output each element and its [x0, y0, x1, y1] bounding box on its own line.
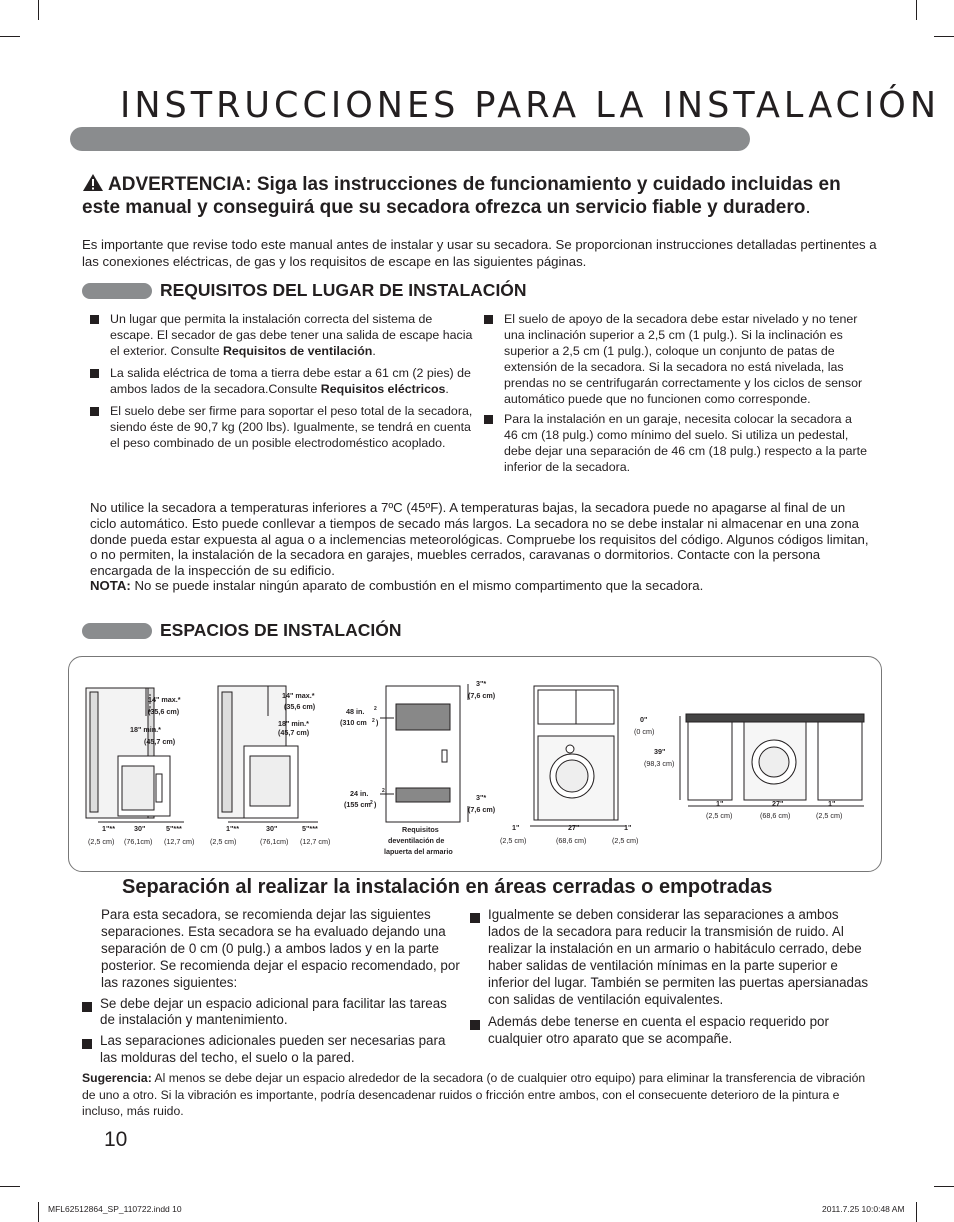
svg-text:48 in.: 48 in.	[346, 707, 365, 716]
list-item: La salida eléctrica de toma a tierra debe estar a 61 cm (2 pies) de ambos lados de la secadora.Consulte Requisitos eléctricos.	[90, 365, 475, 397]
svg-text:): )	[374, 800, 377, 809]
list-item: Se debe dejar un espacio adicional para facilitar las tareas de instalación y mantenimiento.	[82, 996, 464, 1030]
section-heading-espacios: ESPACIOS DE INSTALACIÓN	[160, 620, 402, 640]
crop-mark	[38, 0, 39, 20]
svg-text:5"***: 5"***	[302, 824, 318, 833]
section-heading-requisitos: REQUISITOS DEL LUGAR DE INSTALACIÓN	[160, 280, 527, 300]
svg-text:(12,7 cm): (12,7 cm)	[164, 837, 195, 846]
svg-text:2: 2	[374, 706, 377, 712]
svg-text:deventilación de: deventilación de	[388, 836, 445, 845]
crop-mark	[38, 1202, 39, 1222]
dryer-cabinet-diagram	[530, 686, 626, 826]
svg-text:(35,6 cm): (35,6 cm)	[148, 707, 180, 716]
section-pill	[82, 623, 152, 639]
tip-paragraph: Sugerencia: Al menos se debe dejar un espacio alrededor de la secadora (o de cualquier otro equipo) para eliminar la transferencia de vibración de uno a otro. Si la vibración es importante, podría desencadenar ruidos o fricción entre ambos, con el consecuente deterioro de la pintura e incluso, más ruido.	[82, 1071, 866, 1118]
svg-text:30": 30"	[266, 824, 278, 833]
requisitos-right-column	[484, 311, 869, 481]
crop-mark	[916, 0, 917, 20]
svg-text:): )	[376, 718, 379, 727]
crop-mark	[916, 1202, 917, 1222]
svg-text:1": 1"	[624, 823, 632, 832]
separacion-intro: Para esta secadora, se recomienda dejar las siguientes separaciones. Esta secadora se ha evaluado dejando una separación de 0 cm (0 pulg.) a ambos lados y en la parte posterior. Se recomienda dejar el espacio recomendado, por las razones siguientes:	[101, 907, 460, 990]
warning-icon	[82, 173, 104, 197]
footer-date: 2011.7.25 10:0:48 AM	[822, 1204, 905, 1214]
warning-label: ADVERTENCIA:	[108, 174, 252, 195]
svg-text:(98,3 cm): (98,3 cm)	[644, 759, 675, 768]
svg-text:27": 27"	[568, 823, 580, 832]
svg-text:lapuerta del armario: lapuerta del armario	[384, 847, 453, 856]
svg-text:(68,6 cm): (68,6 cm)	[760, 811, 791, 820]
svg-text:1": 1"	[716, 799, 724, 808]
crop-mark	[934, 1186, 954, 1187]
svg-text:1"**: 1"**	[102, 824, 115, 833]
section-pill	[82, 283, 152, 299]
svg-text:(68,6 cm): (68,6 cm)	[556, 836, 587, 845]
svg-text:24 in.: 24 in.	[350, 789, 369, 798]
note: NOTA: No se puede instalar ningún aparato de combustión en el mismo compartimento que la secadora.	[90, 578, 704, 593]
crop-mark	[0, 36, 20, 37]
svg-text:(76,1cm): (76,1cm)	[260, 837, 289, 846]
section-heading-separacion: Separación al realizar la instalación en áreas cerradas o empotradas	[122, 876, 773, 898]
footer-file: MFL62512864_SP_110722.indd 10	[48, 1204, 182, 1214]
svg-text:(155 cm: (155 cm	[344, 800, 371, 809]
page-title: INSTRUCCIONES PARA LA INSTALACIÓN	[120, 85, 941, 127]
svg-text:Requisitos: Requisitos	[402, 825, 439, 834]
svg-text:(2,5 cm): (2,5 cm)	[500, 836, 527, 845]
list-item: Para la instalación en un garaje, necesita colocar la secadora a 46 cm (18 pulg.) como mínimo del suelo. Si utiliza un pedestal, debe dejar una separación de 46 cm (18 pulg.) respecto a la parte inferior de la secadora.	[484, 411, 869, 475]
svg-text:(12,7 cm): (12,7 cm)	[300, 837, 331, 846]
crop-mark	[934, 36, 954, 37]
separacion-left-column	[82, 907, 464, 1071]
svg-text:5"***: 5"***	[166, 824, 182, 833]
svg-text:(2,5 cm): (2,5 cm)	[706, 811, 733, 820]
svg-text:1"**: 1"**	[226, 824, 239, 833]
svg-text:(7,6 cm): (7,6 cm)	[468, 805, 496, 814]
svg-text:30": 30"	[134, 824, 146, 833]
title-bar	[70, 127, 750, 151]
list-item: El suelo debe ser firme para soportar el peso total de la secadora, siendo éste de 90,7 kg (200 lbs). Igualmente, se tendrá en cuenta el peso combinado de un posible electrodoméstico acoplado.	[90, 403, 475, 451]
svg-text:(45,7 cm): (45,7 cm)	[278, 728, 310, 737]
intro-paragraph: Es importante que revise todo este manual antes de instalar y usar su secadora. Se proporcionan instrucciones detalladas pertinentes a las conexiones eléctricas, de gas y los requisitos de escape en las siguientes páginas.	[82, 237, 877, 269]
svg-text:18" min.*: 18" min.*	[130, 725, 161, 734]
crop-mark	[0, 1186, 20, 1187]
list-item: El suelo de apoyo de la secadora debe estar nivelado y no tener una inclinación superior a 2,5 cm (1 pulg.). Si la inclinación es superior a 2,5 cm (1 pulg.), coloque un conjunto de patas de extensión de la secadora. Si la secadora no está nivelada, las prendas no se centrifugarán correctamente y los ciclos de sensor automático puede que no funcionen como corresponde.	[484, 311, 869, 407]
svg-text:(2,5 cm): (2,5 cm)	[816, 811, 843, 820]
svg-text:2: 2	[382, 788, 385, 794]
svg-text:(2,5 cm): (2,5 cm)	[88, 837, 115, 846]
svg-text:(7,6 cm): (7,6 cm)	[468, 691, 496, 700]
svg-text:1": 1"	[512, 823, 520, 832]
svg-text:3"*: 3"*	[476, 679, 487, 688]
vent-door-diagram	[380, 684, 468, 822]
clearance-diagrams	[68, 656, 880, 870]
undercounter-diagram	[680, 714, 864, 806]
svg-text:(310 cm: (310 cm	[340, 718, 367, 727]
svg-text:27": 27"	[772, 799, 784, 808]
svg-text:(45,7 cm): (45,7 cm)	[144, 737, 176, 746]
temperature-paragraph: No utilice la secadora a temperaturas inferiores a 7ºC (45ºF). A temperaturas bajas, la secadora puede no apagarse al final de un ciclo automático. Esto puede conllevar a tiempos de secado más largos. La secadora no se debe instalar ni almacenar en una zona donde pueda estar expuesta al agua o a inclemencias meteorológicas. Compruebe los requisitos del código. Algunos códigos limitan, o no permiten, la instalación de la secadora en garajes, muebles cerrados, caravanas o dormitorios. Contacte con la persona encargada de la inspección de su edificio.	[90, 500, 869, 579]
svg-text:(35,6 cm): (35,6 cm)	[284, 702, 316, 711]
requisitos-left-column	[90, 311, 475, 457]
svg-text:(0 cm): (0 cm)	[634, 727, 655, 736]
svg-text:3"*: 3"*	[476, 793, 487, 802]
svg-text:1": 1"	[828, 799, 836, 808]
warning-heading: ADVERTENCIA: Siga las instrucciones de funcionamiento y cuidado incluidas en este manual y conseguirá que su secadora ofrezca un servicio fiable y duradero.	[82, 174, 841, 218]
dim-label: 14" max.*	[148, 695, 181, 704]
list-item: Igualmente se deben considerar las separaciones a ambos lados de la secadora para reducir la transmisión de ruido. Al realizar la instalación en un armario o habitáculo cerrado, debe haber salidas de ventilación mínimas en la parte superior e inferior del lugar. También se permiten las puertas apersianadas con salidas de ventilación equivalentes.	[470, 907, 870, 1008]
list-item: Las separaciones adicionales pueden ser necesarias para las molduras del techo, el suelo o la pared.	[82, 1033, 464, 1067]
separacion-right-column	[470, 907, 870, 1052]
warning-text: Siga las instrucciones de funcionamiento y cuidado incluidas en este manual y conseguirá que su secadora ofrezca un servicio fiable y duradero	[82, 174, 841, 218]
svg-text:2: 2	[370, 800, 373, 806]
list-item: Además debe tenerse en cuenta el espacio requerido por cualquier otro aparato que se acompañe.	[470, 1014, 870, 1048]
list-item: Un lugar que permita la instalación correcta del sistema de escape. El secador de gas debe tener una salida de escape hacia el exterior. Consulte Requisitos de ventilación.	[90, 311, 475, 359]
svg-text:(2,5 cm): (2,5 cm)	[612, 836, 639, 845]
svg-text:0": 0"	[640, 715, 648, 724]
svg-text:18" min.*: 18" min.*	[278, 719, 309, 728]
svg-text:39": 39"	[654, 747, 666, 756]
svg-text:(76,1cm): (76,1cm)	[124, 837, 153, 846]
svg-text:14" max.*: 14" max.*	[282, 691, 315, 700]
page-number: 10	[104, 1128, 128, 1151]
svg-text:(2,5 cm): (2,5 cm)	[210, 837, 237, 846]
svg-text:2: 2	[372, 718, 375, 724]
